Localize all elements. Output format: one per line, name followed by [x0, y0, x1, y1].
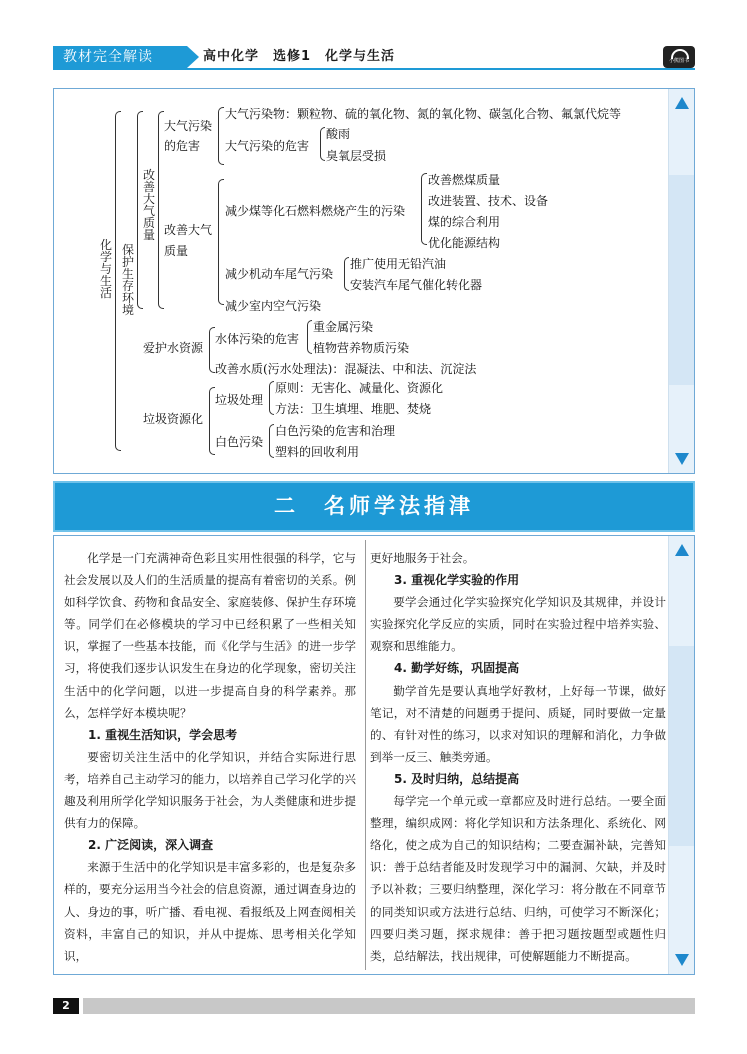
paragraph: 更好地服务于社会。: [370, 551, 475, 565]
white-brace: [269, 424, 274, 458]
protect-label: 保护生存环境: [122, 243, 135, 317]
scrollbar-thumb[interactable]: [669, 175, 694, 385]
root-label: 化学与生活: [100, 238, 113, 300]
section-heading: 1. 重视生活知识，学会思考: [88, 727, 238, 742]
section-heading: 2. 广泛阅读，深入调查: [88, 838, 214, 853]
garbage-label: 垃圾资源化: [143, 412, 204, 426]
vehicle-item: 安装汽车尾气催化转化器: [350, 278, 483, 292]
garbage-treat-brace: [269, 381, 274, 415]
improve-air-quality-2: 质量: [164, 244, 189, 258]
improve-quality-brace: [218, 179, 224, 305]
air-harm-label-1: 大气污染: [164, 119, 213, 133]
vehicle-item: 推广使用无铅汽油: [350, 257, 447, 271]
coal-brace: [421, 173, 427, 245]
book-title: 高中化学 选修1 化学与生活: [203, 49, 396, 64]
water-harm-item: 重金属污染: [313, 320, 374, 334]
garbage-treat-item: 方法：卫生填埋、堆肥、焚烧: [275, 402, 432, 416]
white-pollution: 白色污染: [215, 435, 264, 449]
reduce-vehicle: 减少机动车尾气污染: [225, 267, 334, 281]
footer-bar: [83, 998, 695, 1014]
coal-item: 煤的综合利用: [428, 215, 501, 229]
paragraph: 要密切关注生活中的化学知识，并结合实际进行思考，培养自己主动学习的能力，以培养自己学习化学的兴趣及利用所学化学知识服务于社会，为人类健康和进步提供有力的保障。: [64, 749, 356, 831]
outline-panel: [53, 88, 695, 474]
left-column: [64, 547, 356, 967]
air-harm-brace: [218, 107, 224, 165]
coal-item: 改进装置、技术、设备: [428, 194, 549, 208]
vehicle-brace: [344, 257, 349, 291]
coal-item: 改善燃煤质量: [428, 173, 501, 187]
section-heading: 4. 勤学好练，巩固提高: [394, 661, 520, 676]
root-brace: [115, 111, 121, 451]
water-label: 爱护水资源: [143, 341, 204, 355]
paragraph: 勤学首先是要认真地学好教材，上好每一节课，做好笔记，对不清楚的问题勇于提问、质疑，同时要做一定量的、有针对性的练习，以求对知识的理解和消化，力争做到举一反三、触类旁通。: [370, 683, 666, 764]
improve-air-quality-1: 改善大气: [164, 223, 213, 237]
water-harm-item: 植物营养物质污染: [313, 341, 410, 355]
scroll-up-icon[interactable]: [675, 544, 689, 556]
garbage-treat: 垃圾处理: [215, 393, 264, 407]
improve-air-label: 改善大气质量: [143, 168, 156, 242]
paragraph: 要学会通过化学实验探究化学知识及其规律，并设计实验探究化学反应的实质，同时在实验过程中培养实验、观察和思维能力。: [370, 595, 666, 654]
harm-brace: [320, 127, 325, 161]
paragraph: 每学完一个单元或一章都应及时进行总结。一要全面整理，编织成网：将化学知识和方法条理化、系统化、网络化，使之成为自己的知识结构；二要查漏补缺，完善知识：善于总结者能及时发现学习中的漏洞、欠缺，并及时予以补救；三要归纳整理，深化学习：将分散在不同章节的同类知识或方法进行总结、归纳，可使学习不断深化；四要归类习题，探求规律：善于把习题按题型或题性归类，总结解法，找出规律，可使解题能力不断提高。: [370, 794, 666, 963]
header-rule: [53, 68, 695, 70]
water-harm-brace: [307, 320, 312, 354]
section-heading: 5. 及时归纳，总结提高: [394, 771, 520, 786]
scroll-down-icon[interactable]: [675, 954, 689, 966]
outline-scrollbar[interactable]: [668, 89, 694, 473]
tag-arrow: [187, 46, 199, 68]
harm-label: 大气污染的危害: [225, 139, 310, 153]
section-banner: [53, 481, 695, 532]
scroll-up-icon[interactable]: [675, 97, 689, 109]
section-title: 二 名师学法指津: [274, 494, 474, 518]
column-divider: [365, 540, 366, 970]
right-column: [370, 547, 666, 967]
scroll-down-icon[interactable]: [675, 453, 689, 465]
scrollbar-thumb[interactable]: [669, 646, 694, 846]
acid-rain: 酸雨: [326, 127, 351, 141]
coal-item: 优化能源结构: [428, 236, 501, 250]
reduce-indoor: 减少室内空气污染: [225, 299, 322, 313]
water-improve: 改善水质(污水处理法)：混凝法、中和法、沉淀法: [215, 362, 477, 376]
section-heading: 3. 重视化学实验的作用: [394, 573, 520, 588]
paragraph: 来源于生活中的化学知识是丰富多彩的，也是复杂多样的，要充分运用当今社会的信息资源，通过调查身边的人、身边的事，听广播、看电视、看报纸及上网查阅相关资料，丰富自己的知识，并从中提炼、思考相关化学知识，: [64, 860, 356, 963]
garbage-treat-item: 原则：无害化、减量化、资源化: [275, 381, 444, 395]
reduce-coal: 减少煤等化石燃料燃烧产生的污染: [225, 204, 406, 218]
air-harm-label-2: 的危害: [164, 139, 201, 153]
publisher-logo: 小熊图书: [663, 46, 695, 68]
pollutants-line: 大气污染物：颗粒物、硫的氧化物、氮的氧化物、碳氢化合物、氟氯代烷等: [225, 107, 622, 121]
water-harm: 水体污染的危害: [215, 332, 300, 346]
ozone-damage: 臭氧层受损: [326, 149, 387, 163]
text-scrollbar[interactable]: [668, 536, 694, 974]
paragraph: 化学是一门充满神奇色彩且实用性很强的科学，它与社会发展以及人们的生活质量的提高有着密切的关系。例如科学饮食、药物和食品安全、家庭装修、保护生存环境等。同学们在必修模块的学习中已经积累了一些相关知识，掌握了一些基本技能，而《化学与生活》的进一步学习，将使我们逐步认识发生在身边的化学现象，密切关注生活中的化学问题，以进一步提高自身的科学素养。那么，怎样学好本模块呢？: [64, 551, 356, 720]
page-number: 2: [53, 998, 79, 1014]
page-header: [53, 46, 695, 68]
white-item: 塑料的回收利用: [275, 445, 360, 459]
white-item: 白色污染的危害和治理: [275, 424, 396, 438]
book-series-tag: 教材完全解读: [53, 46, 187, 68]
